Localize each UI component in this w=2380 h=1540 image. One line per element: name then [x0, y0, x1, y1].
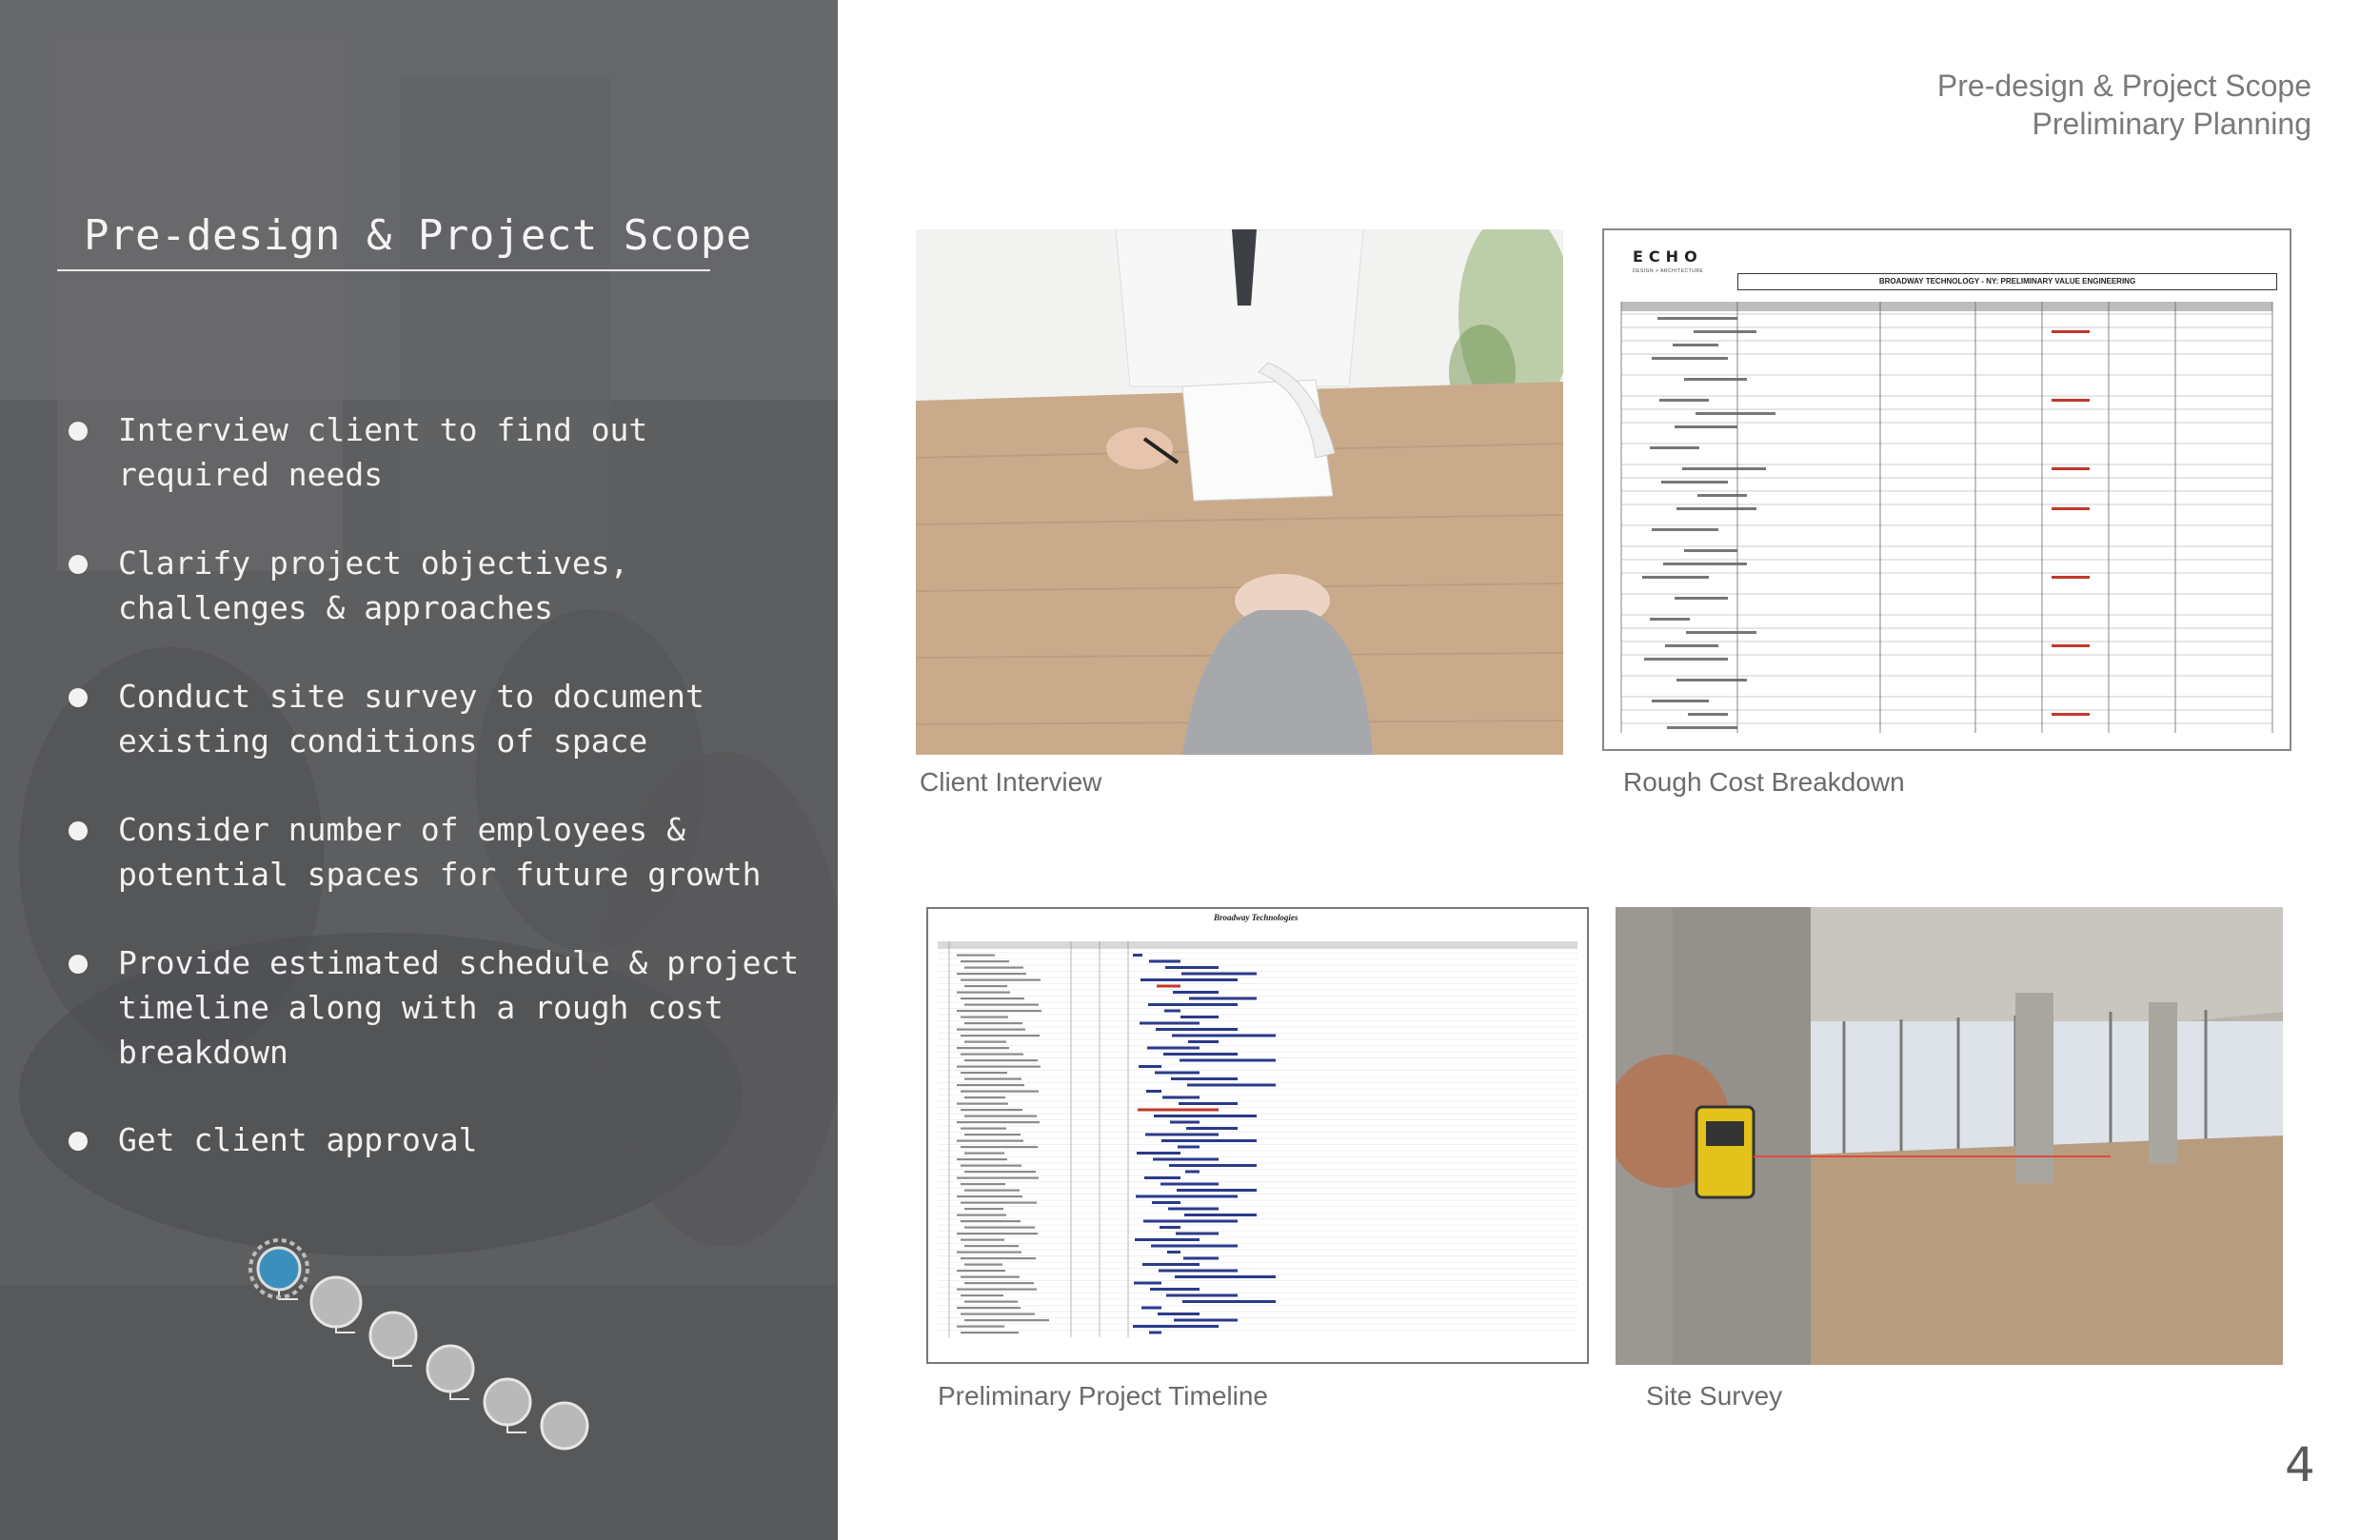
bullet-text: Conduct site survey to document existing conditions of space [118, 678, 704, 760]
client-interview-image [916, 229, 1563, 755]
title-underline [57, 269, 710, 271]
page-number: 4 [2285, 1437, 2315, 1492]
caption-rough-cost-breakdown: Rough Cost Breakdown [1623, 767, 1905, 797]
bullet-dot [69, 821, 88, 840]
bullet-text: Provide estimated schedule & project timeline along with a rough cost breakdown [118, 944, 800, 1071]
cost-table-rows [1621, 314, 2272, 729]
header-subtitle: Preliminary Planning [2032, 107, 2311, 141]
rough-cost-breakdown-image [1602, 228, 2291, 751]
bullet-text: Clarify project objectives, challenges & approaches [118, 544, 629, 626]
bullet-dot [69, 955, 88, 974]
caption-site-survey: Site Survey [1646, 1381, 1783, 1411]
gantt-chart-title: Broadway Technologies [1214, 913, 1299, 922]
bullet-dot [69, 422, 88, 441]
caption-preliminary-timeline: Preliminary Project Timeline [938, 1381, 1268, 1411]
sheet-title: BROADWAY TECHNOLOGY - NY: PRELIMINARY VALUE ENGINEERING [1737, 273, 2277, 290]
bullet-dot [69, 1132, 88, 1151]
process-steps-graphic [243, 1233, 605, 1451]
echo-logo-subtitle: DESIGN + ARCHITECTURE [1633, 268, 1704, 274]
echo-logo: ECHO [1633, 247, 1703, 266]
gantt-rows [938, 953, 1577, 1334]
bullet-text: Consider number of employees & potential spaces for future growth [118, 811, 762, 893]
caption-client-interview: Client Interview [920, 767, 1102, 797]
bullet-dot [69, 555, 88, 574]
left-panel [0, 0, 838, 1540]
step-marker-1-active [250, 1240, 307, 1297]
preliminary-timeline-image [926, 907, 1589, 1364]
bullet-text: Interview client to find out required needs [118, 411, 648, 493]
bullet-dot [69, 688, 88, 707]
panel-title: Pre-design & Project Scope [84, 211, 752, 260]
header-section-title: Pre-design & Project Scope [1936, 69, 2311, 103]
site-survey-image [1616, 907, 2283, 1365]
page-header [1937, 67, 2311, 143]
bullet-text: Get client approval [118, 1121, 478, 1158]
